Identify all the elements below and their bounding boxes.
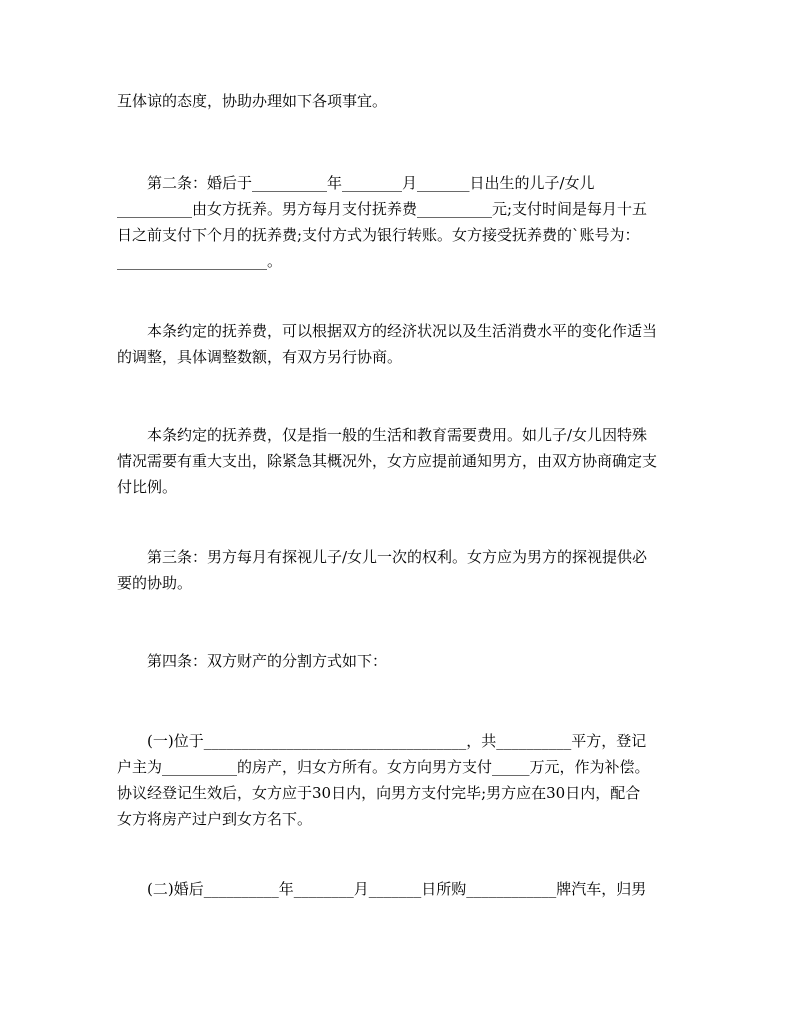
text-line: 户主为__________的房产，归女方所有。女方向男方支付_____万元，作为补偿。 [117,758,650,776]
paragraph-article-4 [117,648,677,674]
paragraph-support-scope [117,422,677,500]
text-line: 本条约定的抚养费，仅是指一般的生活和教育需要费用。如儿子/女儿因特殊 [147,426,648,444]
paragraph-article-3 [117,544,677,596]
text-line: (一)位于___________________________________，共__________平方，登记 [147,732,647,750]
text-line: ____________________。 [117,252,283,270]
text-line: 要的协助。 [117,574,193,592]
text-line: 本条约定的抚养费，可以根据双方的经济状况以及生活消费水平的变化作适当 [147,322,658,340]
text-line: (二)婚后__________年________月_______日所购____________牌汽车，归男 [147,880,647,898]
text-line: 第三条：男方每月有探视儿子/女儿一次的权利。女方应为男方的探视提供必 [147,548,648,566]
text-line: 互体谅的态度，协助办理如下各项事宜。 [117,92,388,110]
text-line: 第二条：婚后于__________年________月_______日出生的儿子/女儿 [147,174,595,192]
paragraph-intro-continuation [117,88,677,114]
text-line: 的调整，具体调整数额，有双方另行协商。 [117,348,403,366]
paragraph-property-car [117,876,677,902]
paragraph-article-2 [117,170,677,274]
text-line: 女方将房产过户到女方名下。 [117,810,313,828]
paragraph-support-adjustment [117,318,677,370]
text-line: 付比例。 [117,478,178,496]
text-line: 协议经登记生效后，女方应于30日内，向男方支付完毕;男方应在30日内，配合 [117,784,641,802]
paragraph-property-house [117,728,677,832]
text-line: 日之前支付下个月的抚养费;支付方式为银行转账。女方接受抚养费的`账号为： [117,226,640,244]
text-line: 第四条：双方财产的分割方式如下： [147,652,388,670]
text-line: 情况需要有重大支出，除紧急其概况外，女方应提前通知男方，由双方协商确定支 [117,452,658,470]
text-line: __________由女方抚养。男方每月支付抚养费__________元;支付时间是每月十五 [117,200,648,218]
